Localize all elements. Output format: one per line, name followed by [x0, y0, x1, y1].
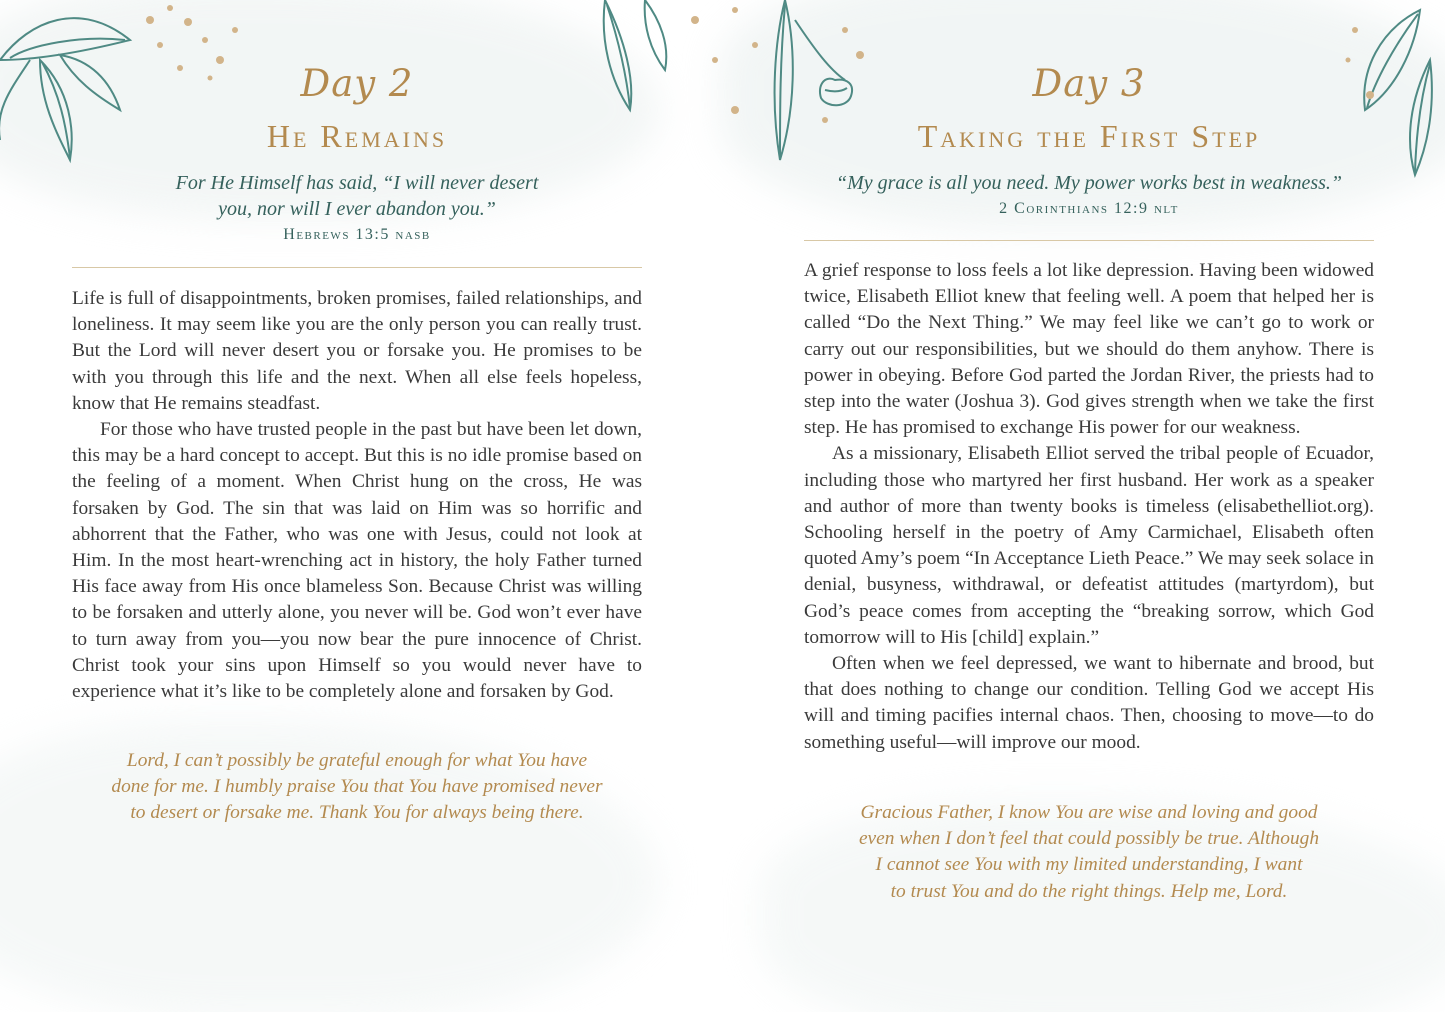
- prayer: [804, 800, 1374, 905]
- body-paragraph: Life is full of disappointments, broken promises, failed relationships, and loneliness. It may seem like you are the only person you can really trust. But the Lord will never desert you or forsake you. He promises to be with you through this life and the next. When all else feels hopeless, know that He remains steadfast.: [72, 288, 642, 414]
- scripture-verse: [804, 170, 1374, 222]
- verse-line: “My grace is all you need. My power works best in weakness.”: [835, 172, 1343, 194]
- right-page: [804, 0, 1374, 1012]
- body-paragraph: A grief response to loss feels a lot like depression. Having been widowed twice, Elisabeth Elliot knew that feeling well. A poem that helped her is called “Do the Next Thing.” We may feel like we can’t go to work or carry out our responsibilities, but we should do them anyhow. There is power in obeying. Before God parted the Jordan River, the priests had to step into the water (Joshua 3). God gives strength when we take the first step. He has promised to exchange His power for our weakness.: [804, 260, 1374, 439]
- prayer-line: done for me. I humbly praise You that You have promised never: [111, 776, 603, 798]
- verse-reference: Hebrews 13:5 nasb: [283, 226, 431, 243]
- verse-line: you, nor will I ever abandon you.”: [218, 198, 496, 220]
- day-label: Day 2: [300, 62, 414, 105]
- scripture-verse: [72, 170, 642, 248]
- prayer-line: even when I don’t feel that could possibly be true. Although: [858, 828, 1320, 850]
- prayer-line: I cannot see You with my limited understanding, I want: [875, 854, 1303, 876]
- devotion-title: Taking the First Step: [917, 118, 1261, 154]
- body-paragraph: Often when we feel depressed, we want to hibernate and brood, but that does nothing to change our condition. Telling God we accept His will and timing pacifies internal chaos. Then, choosing to move—to do something useful—will improve our mood.: [804, 653, 1374, 753]
- verse-line: For He Himself has said, “I will never desert: [175, 172, 539, 194]
- prayer: [72, 748, 642, 827]
- left-page: [72, 0, 642, 1012]
- verse-reference: 2 Corinthians 12:9 nlt: [999, 200, 1179, 217]
- day-label: Day 3: [1032, 62, 1146, 105]
- devotion-body: [804, 258, 1374, 756]
- devotion-title: He Remains: [266, 118, 448, 154]
- divider: [72, 267, 642, 268]
- devotion-body: [72, 286, 642, 705]
- divider: [804, 240, 1374, 241]
- body-paragraph: For those who have trusted people in the past but have been let down, this may be a hard concept to accept. But this is no idle promise based on the feeling of a moment. When Christ hung on the cross, He was forsaken by God. The sin that was laid on Him was so horrific and abhorrent that the Father, who was one with Jesus, could not look at Him. In the most heart-wrenching act in history, the holy Father turned His face away from His once blameless Son. Because Christ was willing to be forsaken and utterly alone, you never will be. God won’t ever have to turn away from you—you now bear the pure innocence of Christ. Christ took your sins upon Himself so you would never have to experience what it’s like to be completely alone and forsaken by God.: [72, 419, 642, 703]
- prayer-line: Lord, I can’t possibly be grateful enough for what You have: [126, 750, 588, 771]
- prayer-line: to trust You and do the right things. Help me, Lord.: [890, 880, 1288, 902]
- prayer-line: to desert or forsake me. Thank You for always being there.: [130, 802, 584, 824]
- prayer-line: Gracious Father, I know You are wise and loving and good: [860, 802, 1318, 823]
- body-paragraph: As a missionary, Elisabeth Elliot served the tribal people of Ecuador, including those who martyred her first husband. Her work as a speaker and author of more than twenty books is timeless (elisabethelliot.org). Schooling herself in the poetry of Amy Carmichael, Elisabeth often quoted Amy’s poem “In Acceptance Lieth Peace.” We may seek solace in denial, busyness, withdrawal, or defeatist attitudes (martyrdom), but God’s peace comes from accepting the “breaking sorrow, which God tomorrow will to His [child] explain.”: [804, 443, 1374, 648]
